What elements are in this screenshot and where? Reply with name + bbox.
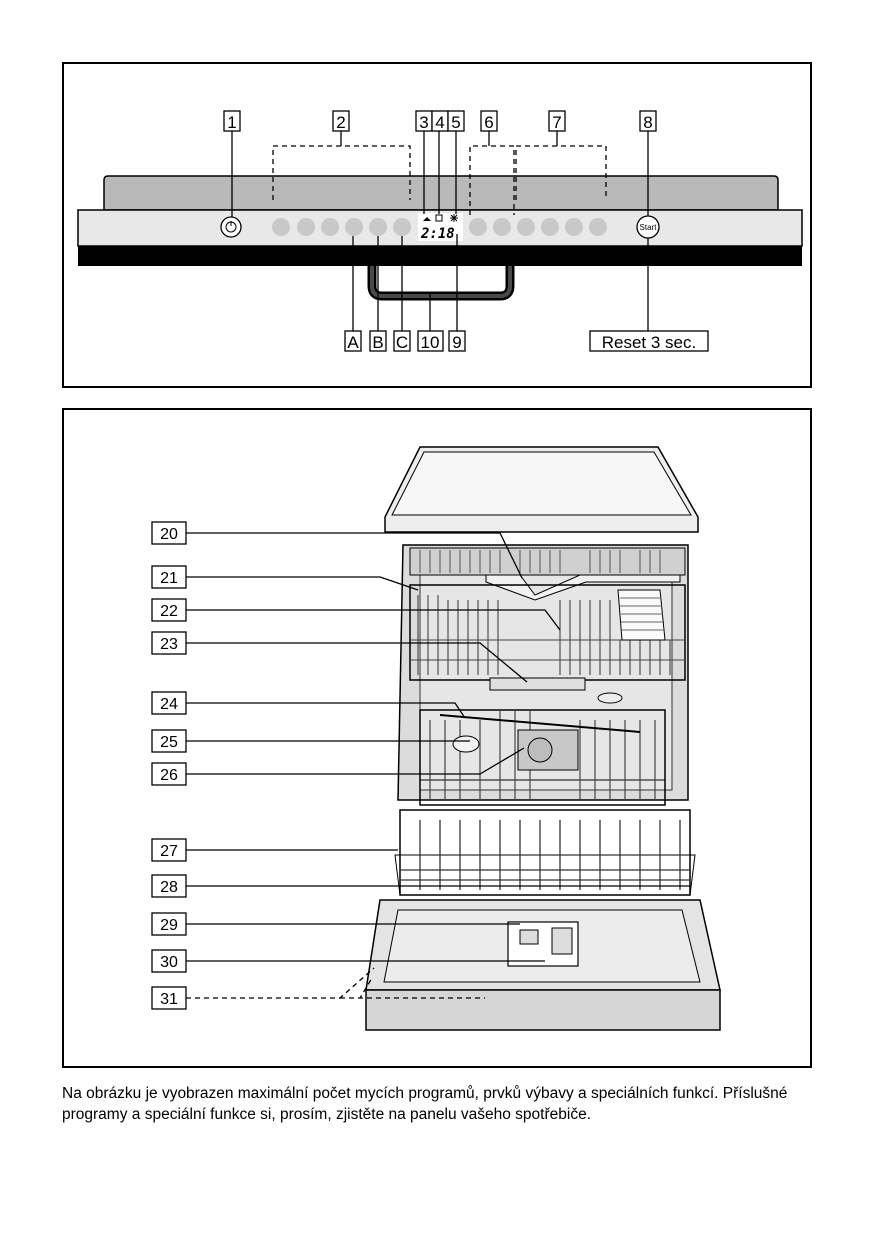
start-button-label: Start	[639, 223, 657, 232]
dispenser-lid-catch	[520, 930, 538, 944]
callout-9: 9	[452, 333, 462, 352]
option-button[interactable]	[469, 218, 487, 236]
program-button[interactable]	[369, 218, 387, 236]
callout-c: C	[395, 333, 409, 352]
callout-20: 20	[160, 526, 178, 543]
callout-21: 21	[160, 570, 178, 587]
machine-callouts	[152, 522, 186, 1009]
callout-31: 31	[160, 991, 178, 1008]
display-text: 2:18	[421, 226, 455, 242]
panel-base	[78, 246, 802, 266]
control-panel-drawing	[78, 111, 802, 352]
callout-26: 26	[160, 767, 178, 784]
power-button[interactable]	[221, 217, 241, 237]
door-edge	[366, 990, 720, 1030]
callout-a: A	[347, 333, 359, 352]
program-button[interactable]	[393, 218, 411, 236]
dishwasher-drawing	[152, 447, 720, 1030]
callout-22: 22	[160, 603, 178, 620]
callout-4: 4	[435, 113, 445, 132]
rinse-aid-dispenser	[552, 928, 572, 954]
option-button[interactable]	[541, 218, 559, 236]
upper-spray-arm	[490, 678, 585, 690]
callout-2: 2	[336, 113, 346, 132]
filter	[528, 738, 552, 762]
callout-b: B	[372, 333, 384, 352]
callout-8: 8	[643, 113, 653, 132]
option-button[interactable]	[589, 218, 607, 236]
panel-top-strip	[104, 176, 778, 210]
callout-24: 24	[160, 696, 178, 713]
program-button[interactable]	[321, 218, 339, 236]
program-button[interactable]	[297, 218, 315, 236]
program-button[interactable]	[345, 218, 363, 236]
program-button[interactable]	[272, 218, 290, 236]
callout-7: 7	[552, 113, 562, 132]
spray-nozzle	[453, 736, 479, 752]
callout-28: 28	[160, 879, 178, 896]
worktop-surface	[392, 452, 691, 515]
callout-1: 1	[227, 113, 237, 132]
callout-6: 6	[484, 113, 494, 132]
callout-5: 5	[451, 113, 461, 132]
callout-27: 27	[160, 843, 178, 860]
water-inlet	[598, 693, 622, 703]
lower-basket	[400, 810, 690, 895]
callout-10: 10	[420, 333, 440, 352]
cutlery-drawer	[410, 548, 685, 575]
callout-29: 29	[160, 917, 178, 934]
reset-label: Reset 3 sec.	[601, 333, 697, 352]
option-button[interactable]	[565, 218, 583, 236]
leader-21	[186, 577, 418, 590]
option-button[interactable]	[493, 218, 511, 236]
callout-23: 23	[160, 636, 178, 653]
callout-30: 30	[160, 954, 178, 971]
door-handle	[372, 266, 510, 296]
caption-text: Na obrázku je vyobrazen maximální počet mycích programů, prvků výbavy a speciálních funkcí. Příslušné programy a speciální funkce si, prosím, zjistěte na panelu vašeho spotřebiče.	[62, 1085, 788, 1123]
callout-3: 3	[419, 113, 429, 132]
callout-25: 25	[160, 734, 178, 751]
care-indicator-icon	[450, 214, 458, 222]
option-button[interactable]	[517, 218, 535, 236]
